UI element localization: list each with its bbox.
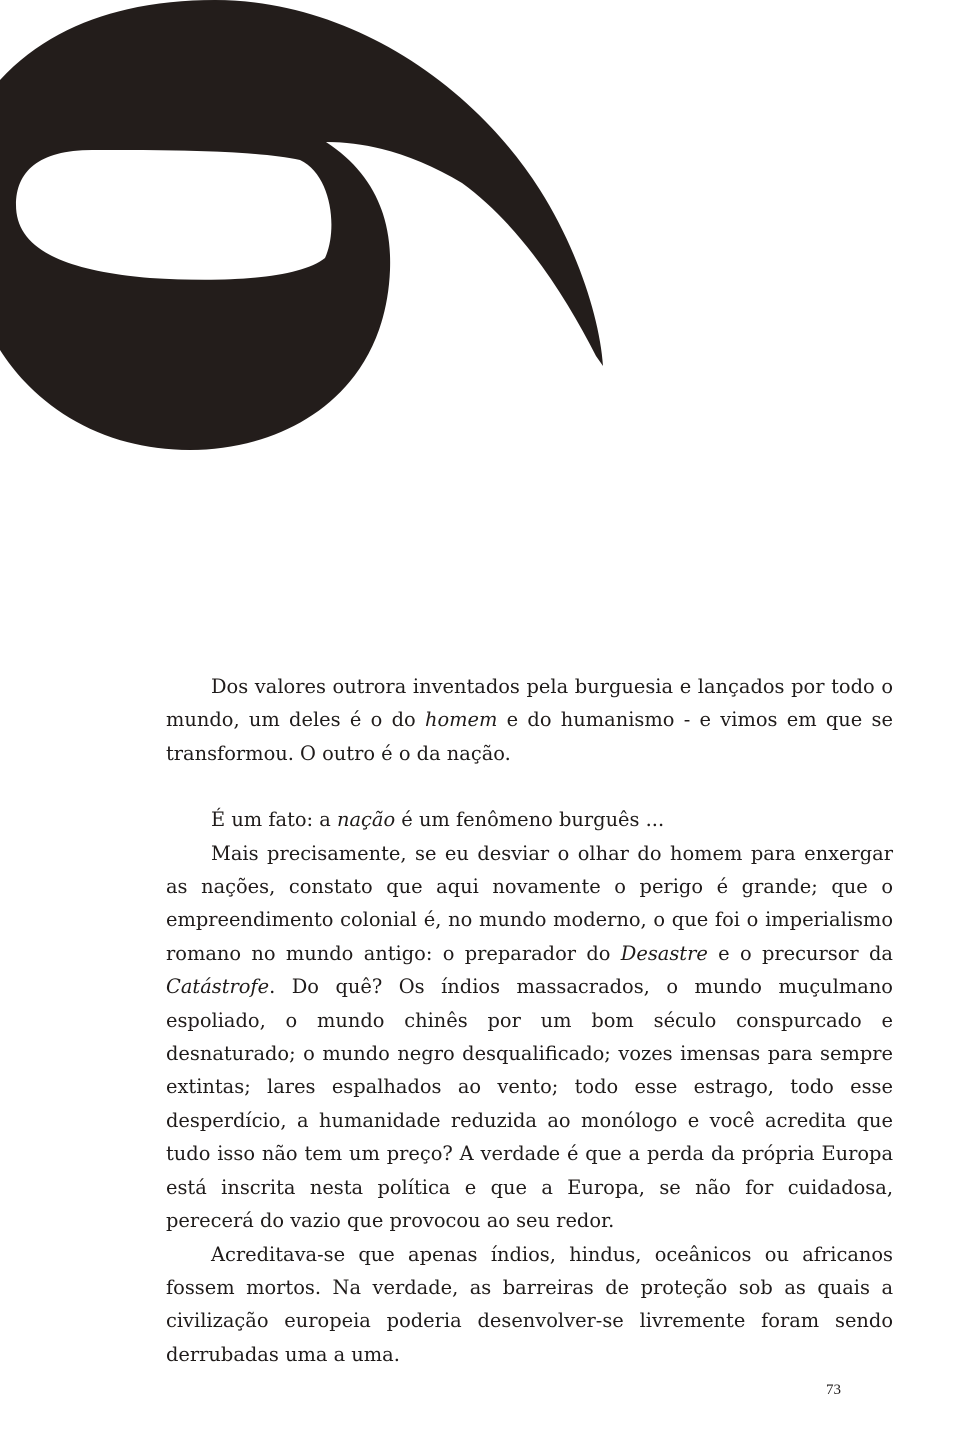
paragraph-3-text-a: Mais precisamente, se eu desviar o olhar do homem para enxergar as nações, constato que aqui novamente o perigo é grande; que o empreendimento colonial é, no mundo moderno, o que foi o imperialismo romano no mundo antigo: o preparador do xyxy=(166,841,893,965)
paragraph-3-text-e: . Do quê? Os índios massacrados, o mundo muçulmano espoliado, o mundo chinês por um bom século conspurcado e desnaturado; o mundo negro desqualificado; vozes imensas para sempre extintas; lares espalhados ao vento; todo esse estrago, todo esse desperdício, a humanidade reduzida ao monólogo e você acredita que tudo isso não tem um preço? A verdade é que a perda da própria Europa está inscrita nesta política e que a Europa, se não for cuidadosa, perecerá do vazio que provocou ao seu redor. xyxy=(166,975,893,1233)
comma-quote-ornament-icon xyxy=(0,0,620,460)
paragraph-2-italic-nacao: nação xyxy=(336,808,396,832)
body-text xyxy=(166,670,893,1371)
paragraph-3-italic-desastre: Desastre xyxy=(620,941,708,965)
ornament-shape xyxy=(0,0,603,450)
paragraph-2-text-c: é um fenômeno burguês ... xyxy=(395,808,665,832)
paragraph-1 xyxy=(166,670,893,770)
paragraph-1-text-a: Dos valores outrora inventados pela burguesia e lançados por todo o mundo, um deles é o do xyxy=(166,675,893,732)
paragraph-1-text-c: e do humanismo - e vimos em que se transformou. O outro é o da nação. xyxy=(166,708,893,765)
paragraph-1-italic-homem: homem xyxy=(424,708,498,732)
paragraph-3-text-c: e o precursor da xyxy=(707,941,893,965)
paragraph-2-text-a: É um fato: a xyxy=(211,808,337,832)
paragraph-4: Acreditava-se que apenas índios, hindus, oceânicos ou africanos fossem mortos. Na verdade, as barreiras de proteção sob as quais a civilização europeia poderia desenvolver-se livremente foram sendo derrubadas uma a uma. xyxy=(166,1242,893,1366)
paragraph-2 xyxy=(166,803,893,836)
paragraph-3 xyxy=(166,837,893,1238)
page-number: 73 xyxy=(826,1382,841,1398)
paragraph-3-italic-catastrofe: Catástrofe xyxy=(166,975,270,999)
